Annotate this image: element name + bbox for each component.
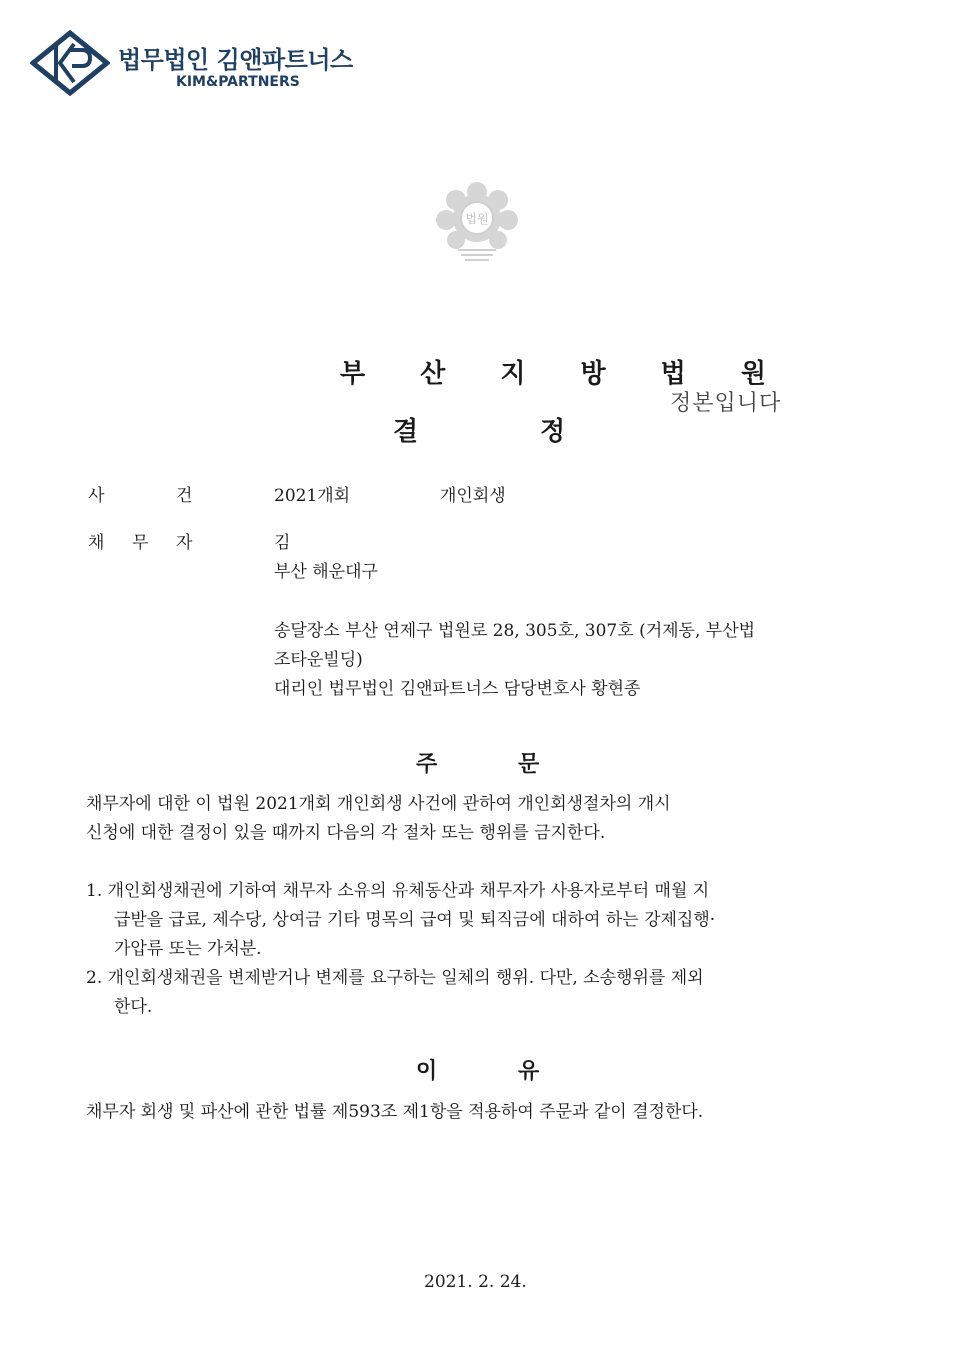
court-seal-icon bbox=[428, 172, 526, 268]
order-line2: 신청에 대한 결정이 있을 때까지 다음의 각 절차 또는 행위를 금지한다. bbox=[86, 823, 606, 843]
debtor-name: 김 bbox=[274, 533, 291, 553]
debtor-label-a: 채 bbox=[88, 533, 105, 553]
firm-name-english: KIM&PARTNERS bbox=[176, 74, 300, 90]
debtor-label-b: 무 bbox=[132, 533, 149, 553]
delivery-place-line2: 조타운빌딩) bbox=[274, 650, 363, 670]
case-label-a: 사 bbox=[88, 486, 105, 506]
case-number: 2021개회 bbox=[274, 486, 351, 506]
order-item-1-line3: 가압류 또는 가처분. bbox=[114, 939, 262, 959]
order-item-1-line2: 급받을 급료, 제수당, 상여금 기타 명목의 급여 및 퇴직금에 대하여 하는 강제집행· bbox=[114, 910, 716, 930]
debtor-label-c: 자 bbox=[176, 533, 193, 553]
case-label-b: 건 bbox=[176, 486, 193, 506]
case-type: 개인회생 bbox=[440, 486, 506, 506]
firm-name-korean: 법무법인 김앤파트너스 bbox=[118, 46, 353, 74]
order-item-2-line2: 한다. bbox=[114, 997, 153, 1017]
court-name: 부 산 지 방 법 원 bbox=[340, 359, 789, 389]
certified-copy-stamp: 정본입니다 bbox=[670, 391, 782, 416]
delivery-place-line1: 송달장소 부산 연제구 법원로 28, 305호, 307호 (거제동, 부산법 bbox=[274, 621, 756, 641]
debtor-address: 부산 해운대구 bbox=[274, 562, 378, 582]
order-heading-b: 문 bbox=[518, 751, 540, 777]
order-item-2-line1: 2. 개인회생채권을 변제받거나 변제를 요구하는 일체의 행위. 다만, 소송행위를 제외 bbox=[86, 968, 704, 988]
reason-heading-b: 유 bbox=[518, 1058, 540, 1084]
reason-heading-a: 이 bbox=[416, 1058, 438, 1084]
agent-line: 대리인 법무법인 김앤파트너스 담당변호사 황현종 bbox=[274, 679, 641, 699]
doc-title-second: 정 bbox=[540, 417, 566, 447]
doc-title-first: 결 bbox=[393, 417, 419, 447]
order-line1: 채무자에 대한 이 법원 2021개회 개인회생 사건에 관하여 개인회생절차의 개시 bbox=[86, 794, 671, 814]
decision-date: 2021. 2. 24. bbox=[424, 1272, 527, 1292]
order-item-1-line1: 1. 개인회생채권에 기하여 채무자 소유의 유체동산과 채무자가 사용자로부터 매월 지 bbox=[86, 881, 710, 901]
reason-text: 채무자 회생 및 파산에 관한 법률 제593조 제1항을 적용하여 주문과 같이 결정한다. bbox=[86, 1102, 704, 1122]
order-heading-a: 주 bbox=[416, 751, 438, 777]
firm-logo-icon bbox=[30, 30, 110, 96]
seal-text: 법원 bbox=[465, 212, 489, 226]
